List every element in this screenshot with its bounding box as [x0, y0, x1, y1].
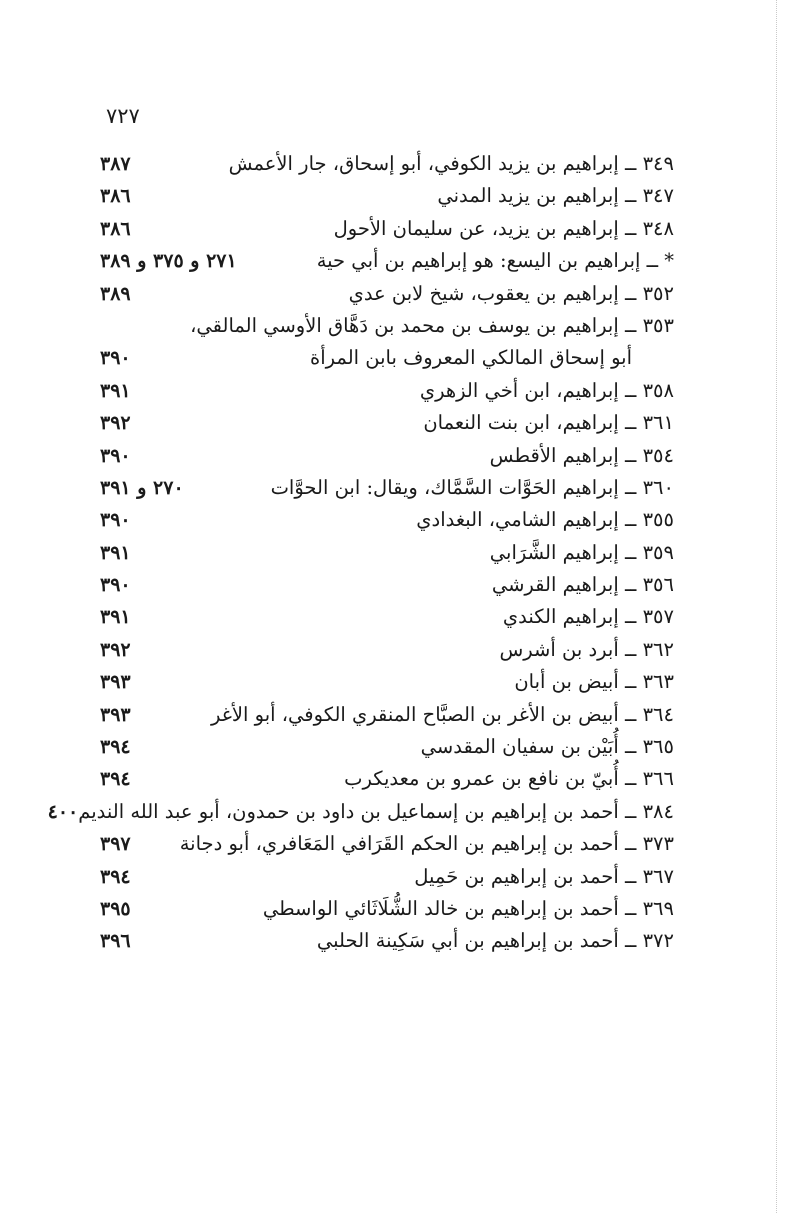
index-entry [100, 828, 674, 860]
entry-text: ٣٤٧ ــ إبراهيم بن يزيد المدني [437, 184, 674, 208]
entry-text: ٣٧٣ ــ أحمد بن إبراهيم بن الحكم القَرَافي المَعَافري، أبو دجانة [179, 832, 674, 856]
entry-text: ٣٥٩ ــ إبراهيم الشَّرَابي [489, 540, 674, 564]
index-entry [100, 569, 674, 601]
index-entry [100, 504, 674, 536]
entry-text: ٣٨٤ ــ أحمد بن إبراهيم بن إسماعيل بن داود بن حمدون، أبو عبد الله النديم [78, 799, 674, 823]
index-entry [100, 180, 674, 212]
index-entry [100, 407, 674, 439]
entry-text: ٣٦٩ ــ أحمد بن إبراهيم بن خالد الشُّلَاثَائي الواسطي [262, 896, 674, 920]
entry-page-ref: ٢٧١ و ٣٧٥ و ٣٨٩ [100, 250, 237, 273]
entry-page-ref: ٤٠٠ [47, 800, 79, 823]
entry-text: ٣٥٢ ــ إبراهيم بن يعقوب، شيخ لابن عدي [348, 281, 674, 305]
index-entry-continuation [100, 342, 674, 374]
scan-margin-line [776, 0, 777, 1213]
index-entry [100, 148, 674, 180]
entry-page-ref: ٣٩٦ [100, 930, 131, 953]
entry-page-ref: ٣٩٠ [100, 444, 131, 467]
index-entry [100, 731, 674, 763]
entry-text: ٣٧٢ ــ أحمد بن إبراهيم بن أبي سَكِينة الحلبي [316, 929, 674, 953]
entry-text: * ــ إبراهيم بن اليسع: هو إبراهيم بن أبي حية [316, 249, 674, 273]
index-entry [100, 440, 674, 472]
entry-page-ref: ٣٩٠ [100, 347, 131, 370]
entry-page-ref: ٣٨٩ [100, 282, 131, 305]
index-entry [100, 634, 674, 666]
entry-text: ٣٦٢ ــ أبرد بن أشرس [499, 637, 674, 661]
index-entry [100, 763, 674, 795]
entry-text: ٣٦٣ ــ أبيض بن أبان [514, 670, 674, 694]
index-entry [100, 245, 674, 277]
entry-page-ref: ٣٩٢ [100, 638, 131, 661]
index-entry [100, 213, 674, 245]
index-entry [100, 310, 674, 342]
entry-text: ٣٥٣ ــ إبراهيم بن يوسف بن محمد بن دَهَّاق الأوسي المالقي، [190, 313, 674, 337]
entry-text: ٣٤٨ ــ إبراهيم بن يزيد، عن سليمان الأحول [333, 216, 674, 240]
page-number: ٧٢٧ [106, 104, 140, 128]
entry-page-ref: ٣٩٢ [100, 412, 131, 435]
entry-text: ٣٦١ ــ إبراهيم، ابن بنت النعمان [423, 411, 674, 435]
entry-page-ref: ٣٨٦ [100, 217, 131, 240]
entry-page-ref: ٣٩١ [100, 379, 131, 402]
entry-text: ٣٦٠ ــ إبراهيم الحَوَّات السَّمَّاك، ويقال: ابن الحوَّات [270, 475, 674, 499]
entry-text: ٣٤٩ ــ إبراهيم بن يزيد الكوفي، أبو إسحاق، جار الأعمش [228, 152, 674, 175]
entry-text: ٣٥٦ ــ إبراهيم القرشي [491, 573, 674, 597]
entry-page-ref: ٣٩١ [100, 541, 131, 564]
index-entries [47, 148, 674, 958]
index-entry [100, 375, 674, 407]
entry-page-ref: ٢٧٠ و ٣٩١ [100, 476, 184, 499]
index-entry [100, 699, 674, 731]
entry-page-ref: ٣٩٧ [100, 833, 131, 856]
index-entry [100, 666, 674, 698]
entry-page-ref: ٣٨٧ [100, 153, 131, 175]
index-entry [100, 861, 674, 893]
entry-page-ref: ٣٩٤ [100, 865, 131, 888]
entry-text: أبو إسحاق المالكي المعروف بابن المرأة [310, 346, 632, 370]
index-entry [100, 537, 674, 569]
entry-page-ref: ٣٩١ [100, 606, 131, 629]
entry-page-ref: ٣٩٤ [100, 768, 131, 791]
entry-page-ref: ٣٩٣ [100, 671, 131, 694]
index-entry [100, 925, 674, 957]
index-entry [100, 601, 674, 633]
index-entry [100, 893, 674, 925]
entry-text: ٣٦٧ ــ أحمد بن إبراهيم بن حَمِيل [414, 864, 674, 888]
entry-text: ٣٥٧ ــ إبراهيم الكندي [502, 605, 674, 629]
entry-page-ref: ٣٩٤ [100, 736, 131, 759]
index-entry [100, 278, 674, 310]
entry-text: ٣٦٦ ــ أُبيّ بن نافع بن عمرو بن معديكرب [344, 767, 674, 791]
entry-page-ref: ٣٩٠ [100, 509, 131, 532]
index-entry [47, 796, 674, 828]
entry-text: ٣٦٥ ــ أُبَيْن بن سفيان المقدسي [420, 735, 674, 759]
entry-text: ٣٥٨ ــ إبراهيم، ابن أخي الزهري [419, 378, 674, 402]
entry-text: ٣٦٤ ــ أبيض بن الأغر بن الصبَّاح المنقري الكوفي، أبو الأغر [210, 702, 674, 726]
index-entry [100, 472, 674, 504]
entry-page-ref: ٣٩٥ [100, 897, 131, 920]
entry-text: ٣٥٥ ــ إبراهيم الشامي، البغدادي [416, 508, 674, 532]
entry-text: ٣٥٤ ــ إبراهيم الأقطس [489, 443, 674, 467]
entry-page-ref: ٣٩٣ [100, 703, 131, 726]
entry-page-ref: ٣٨٦ [100, 185, 131, 208]
entry-page-ref: ٣٩٠ [100, 574, 131, 597]
